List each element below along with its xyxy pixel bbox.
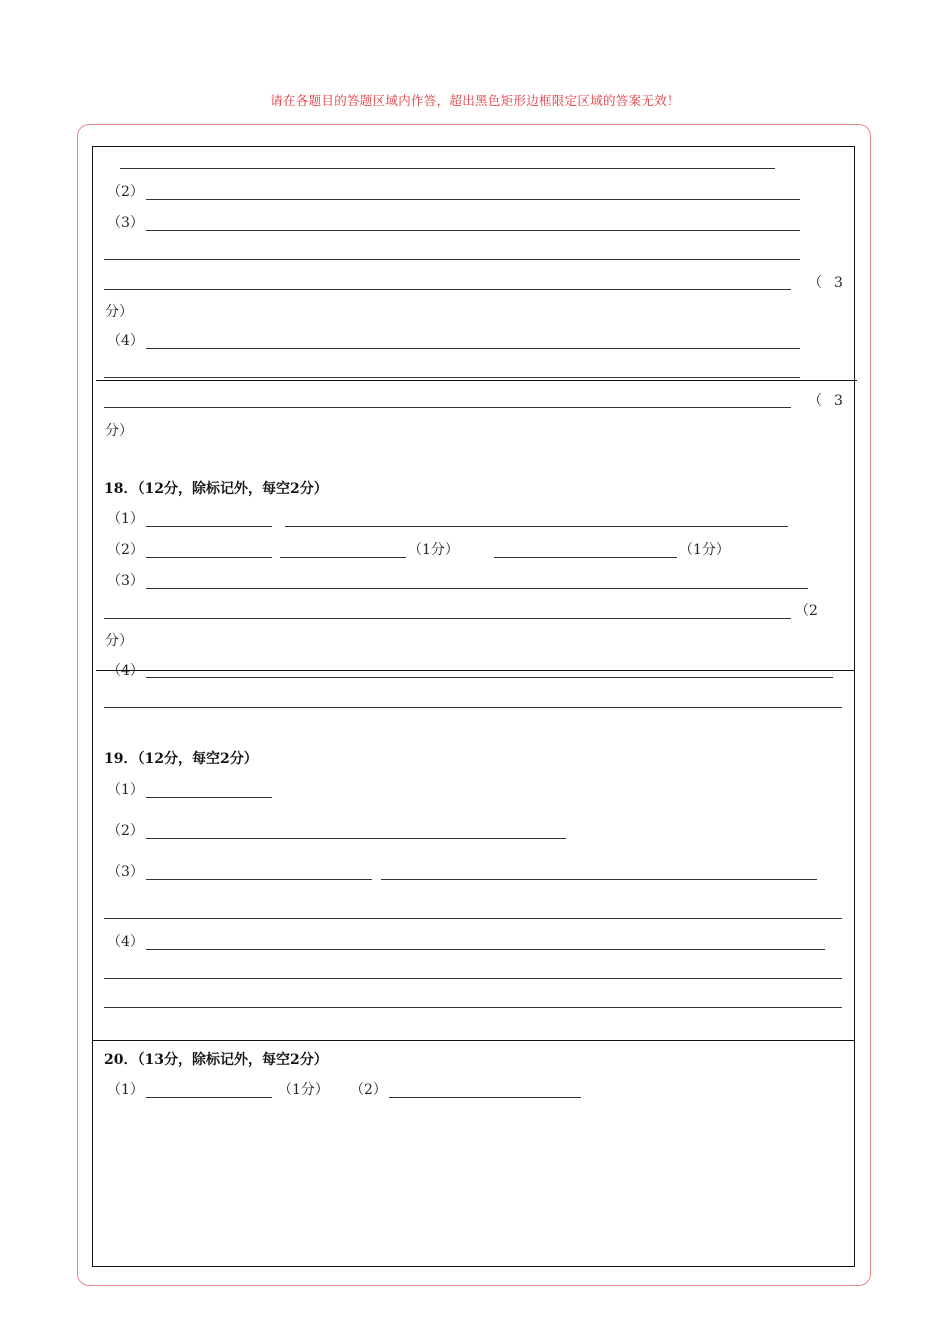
q17-score-paren: （ <box>808 393 822 409</box>
q19-part-3-label: （3） <box>107 864 144 880</box>
q19-part-3-answer-line[interactable] <box>381 879 817 880</box>
q18-part-1-answer-line[interactable] <box>285 526 788 527</box>
q18-part-2-answer-line[interactable] <box>494 557 677 558</box>
section-divider <box>92 1040 855 1041</box>
q17-part-4-answer-line[interactable] <box>104 407 791 408</box>
q20-part-1-label: （1） <box>107 1082 144 1098</box>
q18-part-3-answer-line[interactable] <box>104 618 791 619</box>
q18-part-2-label: （2） <box>107 542 144 558</box>
q18-score-unit: 分） <box>105 633 133 649</box>
q18-heading: 18．（12分，除标记外，每空2分） <box>104 481 328 497</box>
section-divider <box>96 670 855 671</box>
q18-part-2-answer-line[interactable] <box>146 557 272 558</box>
q19-part-1-label: （1） <box>107 782 144 798</box>
q18-part-2-score-note: （1分） <box>679 542 730 558</box>
q18-part-4-answer-line[interactable] <box>146 677 833 678</box>
q19-part-2-label: （2） <box>107 823 144 839</box>
q20-heading: 20．（13分，除标记外，每空2分） <box>104 1052 328 1068</box>
q17-part-2-label: （2） <box>107 184 144 200</box>
q17-score-unit: 分） <box>105 423 133 439</box>
q17-score-value: 3 <box>834 275 843 291</box>
q18-part-1-answer-line[interactable] <box>146 526 272 527</box>
q17-part-3-label: （3） <box>107 215 144 231</box>
q20-part-1-score-note: （1分） <box>278 1082 329 1098</box>
q19-part-1-answer-line[interactable] <box>146 797 272 798</box>
q17-part-4-label: （4） <box>107 333 144 349</box>
q20-part-2-label: （2） <box>350 1082 387 1098</box>
q19-part-3-answer-line[interactable] <box>146 879 372 880</box>
q17-score-value: 3 <box>834 393 843 409</box>
q20-part-2-answer-line[interactable] <box>389 1097 581 1098</box>
q17-part-3-answer-line[interactable] <box>146 230 800 231</box>
answer-line[interactable] <box>120 168 775 169</box>
q18-part-4-answer-line[interactable] <box>104 707 842 708</box>
q18-part-4-label: （4） <box>107 663 144 679</box>
q18-part-2-answer-line[interactable] <box>280 557 406 558</box>
q18-part-3-answer-line[interactable] <box>146 588 808 589</box>
q17-part-3-answer-line[interactable] <box>104 259 800 260</box>
q17-part-4-answer-line[interactable] <box>146 348 800 349</box>
q19-part-4-answer-line[interactable] <box>104 978 842 979</box>
q19-part-4-answer-line[interactable] <box>104 1007 842 1008</box>
q18-score-paren: （2 <box>795 603 818 619</box>
q19-part-2-answer-line[interactable] <box>146 838 566 839</box>
section-divider <box>96 380 857 381</box>
q17-part-3-answer-line[interactable] <box>104 289 791 290</box>
q17-score-paren: （ <box>808 275 822 291</box>
q19-part-4-label: （4） <box>107 934 144 950</box>
q17-part-2-answer-line[interactable] <box>146 199 800 200</box>
q18-part-2-score-note: （1分） <box>408 542 459 558</box>
answer-area-warning: 请在各题目的答题区域内作答，超出黑色矩形边框限定区域的答案无效！ <box>270 93 680 108</box>
q18-part-1-label: （1） <box>107 511 144 527</box>
q19-part-4-answer-line[interactable] <box>146 949 825 950</box>
q19-heading: 19．（12分，每空2分） <box>104 751 258 767</box>
q18-part-3-label: （3） <box>107 573 144 589</box>
q20-part-1-answer-line[interactable] <box>146 1097 272 1098</box>
q19-part-3-answer-line[interactable] <box>104 918 842 919</box>
q17-score-unit: 分） <box>105 304 133 320</box>
q17-part-4-answer-line[interactable] <box>104 377 800 378</box>
